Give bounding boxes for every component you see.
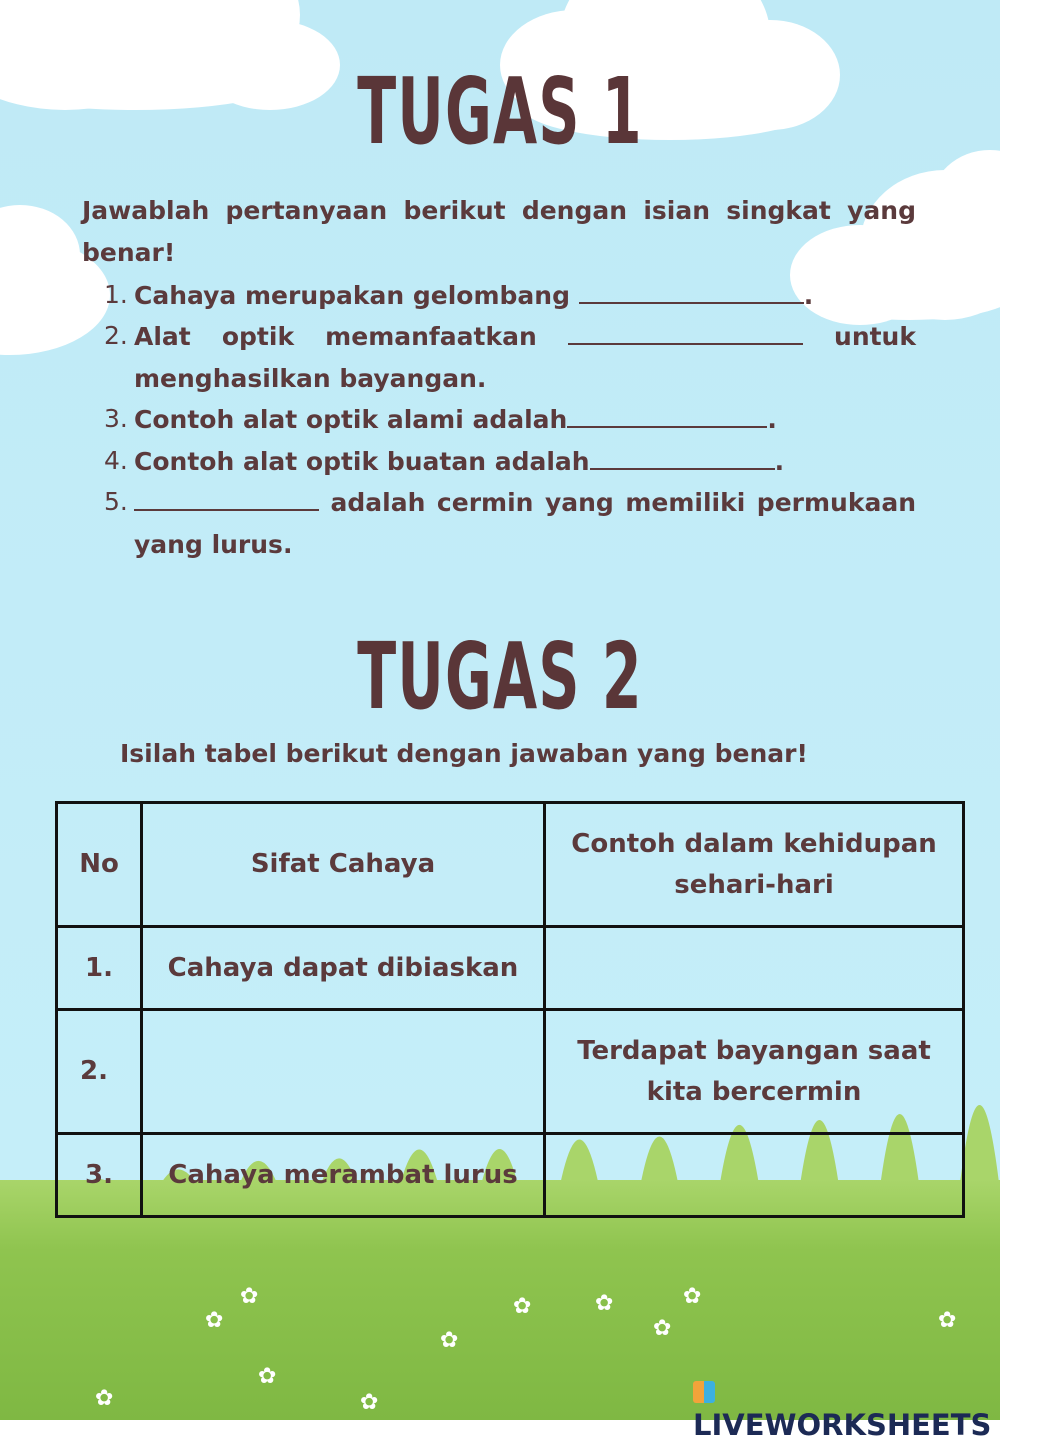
question-2: [104, 315, 916, 400]
flower-icon: ✿: [258, 1364, 277, 1389]
tugas-2-title: TUGAS 2: [357, 623, 643, 730]
header-sifat-cahaya: Sifat Cahaya: [142, 803, 545, 927]
question-1: [104, 274, 916, 317]
question-number: 4.: [104, 446, 128, 475]
flower-icon: ✿: [938, 1308, 957, 1333]
question-text: Contoh alat optik alami adalah: [134, 405, 568, 434]
flower-icon: ✿: [683, 1284, 702, 1309]
answer-blank[interactable]: [579, 274, 804, 304]
answer-blank[interactable]: [567, 398, 767, 428]
row-number: 1.: [57, 927, 142, 1010]
answer-blank[interactable]: [568, 315, 803, 345]
tugas-2-instruction: Isilah tabel berikut dengan jawaban yang benar!: [120, 739, 808, 768]
question-text-end: adalah cermin yang memiliki permukaan yang lurus.: [134, 488, 916, 559]
question-text: Alat optik memanfaatkan: [134, 322, 568, 351]
logo-text: LIVEWORKSHEETS: [693, 1408, 992, 1442]
flower-icon: ✿: [513, 1294, 532, 1319]
header-no: No: [57, 803, 142, 927]
question-text: Cahaya merupakan gelombang: [134, 281, 579, 310]
tugas-1-title: TUGAS 1: [357, 58, 643, 165]
flower-icon: ✿: [205, 1308, 224, 1333]
sifat-cahaya-table: [55, 801, 965, 1218]
question-number: 3.: [104, 404, 128, 433]
question-5: [104, 481, 916, 566]
table-row: [57, 1010, 964, 1134]
flower-icon: ✿: [95, 1386, 114, 1411]
question-text-end: .: [774, 447, 785, 476]
row-sifat: Cahaya dapat dibiaskan: [142, 927, 545, 1010]
question-text: Contoh alat optik buatan adalah: [134, 447, 590, 476]
row-contoh-answer-cell[interactable]: [545, 927, 964, 1010]
flower-icon: ✿: [595, 1291, 614, 1316]
answer-blank[interactable]: [590, 440, 775, 470]
table-row: [57, 927, 964, 1010]
row-sifat: Cahaya merambat lurus: [142, 1134, 545, 1217]
flower-icon: ✿: [653, 1316, 672, 1341]
row-contoh: Terdapat bayangan saat kita bercermin: [545, 1010, 964, 1134]
answer-blank[interactable]: [134, 481, 319, 511]
row-contoh-answer-cell[interactable]: [545, 1134, 964, 1217]
question-number: 5.: [104, 487, 128, 516]
question-text-end: .: [803, 281, 814, 310]
liveworksheets-logo-icon: [693, 1381, 715, 1403]
question-number: 1.: [104, 280, 128, 309]
header-contoh: Contoh dalam kehidupan sehari-hari: [545, 803, 964, 927]
table-row: [57, 1134, 964, 1217]
question-text-end: .: [767, 405, 777, 434]
flower-icon: ✿: [240, 1284, 259, 1309]
tugas-1-instruction: Jawablah pertanyaan berikut dengan isian singkat yang benar!: [82, 196, 916, 267]
flower-icon: ✿: [360, 1390, 379, 1415]
row-number: 3.: [57, 1134, 142, 1217]
flower-icon: ✿: [440, 1328, 459, 1353]
question-text-end: untuk menghasilkan bayangan.: [134, 322, 916, 393]
question-number: 2.: [104, 321, 128, 350]
table-header-row: [57, 803, 964, 927]
question-3: [104, 398, 916, 441]
row-sifat-answer-cell[interactable]: [142, 1010, 545, 1134]
liveworksheets-logo: [693, 1374, 1000, 1442]
question-4: [104, 440, 916, 483]
row-number: 2.: [57, 1010, 142, 1134]
